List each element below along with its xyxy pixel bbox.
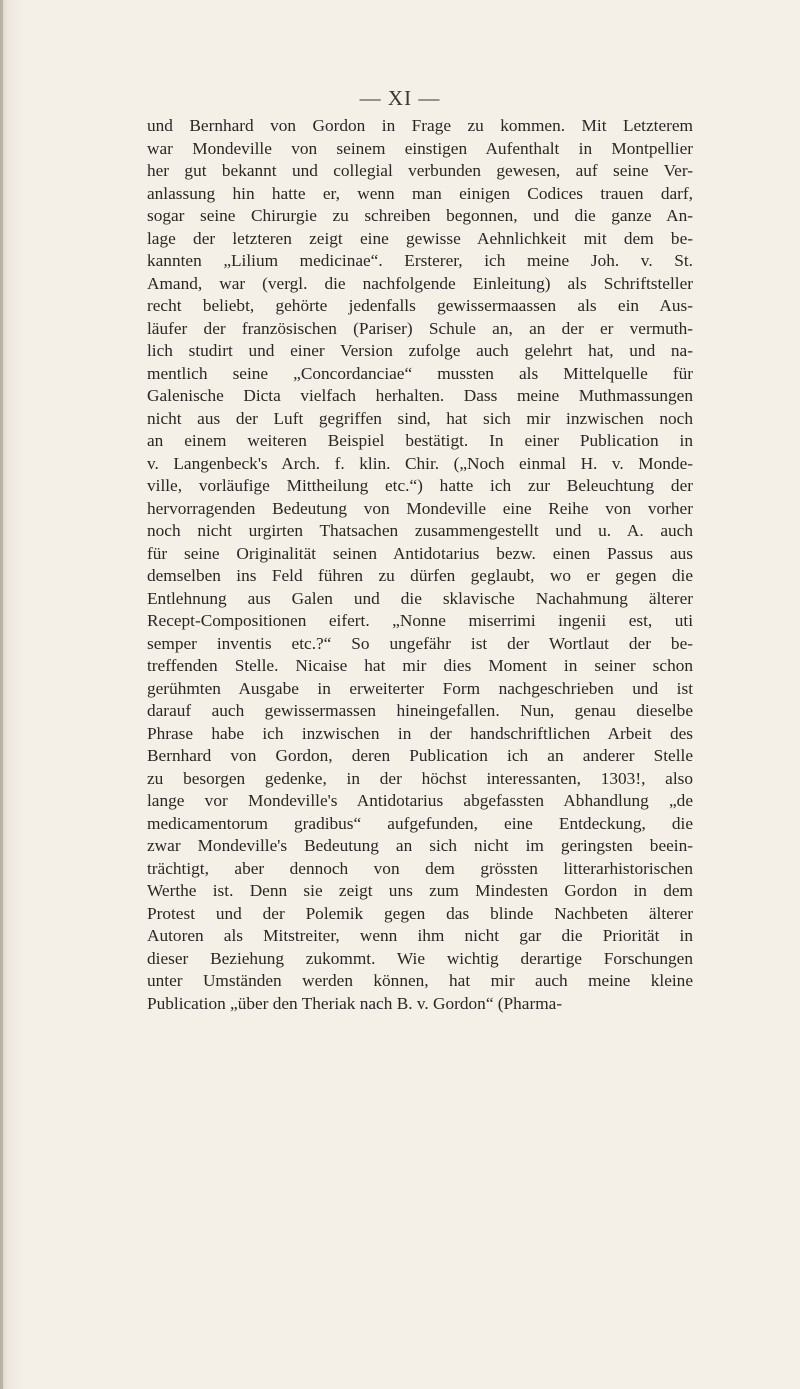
text-line: noch nicht urgirten Thatsachen zusammengestellt und u. A. auch [147,521,693,540]
text-line: Werthe ist. Denn sie zeigt uns zum Mindesten Gordon in dem [147,881,693,900]
text-line: lage der letzteren zeigt eine gewisse Aehnlichkeit mit dem be- [147,228,693,248]
text-line: nicht aus der Luft gegriffen sind, hat sich mir inzwischen noch [147,408,693,428]
text-line: lich studirt und einer Version zufolge auch gelehrt hat, und na- [147,341,693,360]
text-line: kannten „Lilium medicinae“. Ersterer, ich meine Joh. v. St. [147,251,693,270]
text-line: Autoren als Mitstreiter, wenn ihm nicht gar die Priorität in [147,926,693,945]
text-line: treffenden Stelle. Nicaise hat mir dies Moment in seiner schon [147,656,693,675]
text-line: hervorragenden Bedeutung von Mondeville eine Reihe von vorher [147,498,693,518]
text-line: und Bernhard von Gordon in Frage zu kommen. Mit Letzterem [147,116,693,135]
text-line: mentlich seine „Concordanciae“ mussten als Mittelquelle für [147,363,693,383]
text-line: dieser Beziehung zukommt. Wie wichtig derartige Forschungen [147,948,693,968]
text-line: recht beliebt, gehörte jedenfalls gewissermaassen als ein Aus- [147,296,693,315]
text-line: v. Langenbeck's Arch. f. klin. Chir. („Noch einmal H. v. Monde- [147,453,693,473]
text-line: Bernhard von Gordon, deren Publication ich an anderer Stelle [147,746,693,765]
text-line: Publication „über den Theriak nach B. v. Gordon“ (Pharma- [147,993,563,1013]
text-line: zu besorgen gedenke, in der höchst interessanten, 1303!, also [147,768,693,788]
text-line: sogar seine Chirurgie zu schreiben begonnen, und die ganze An- [147,206,693,225]
text-line: Recept-Compositionen eifert. „Nonne miserrimi ingenii est, uti [147,611,693,630]
page-binding-edge [0,0,3,1389]
text-line: trächtigt, aber dennoch von dem grössten litterarhistorischen [147,858,693,878]
text-line: her gut bekannt und collegial verbunden gewesen, auf seine Ver- [147,161,693,180]
text-line: unter Umständen werden können, hat mir auch meine kleine [147,971,693,990]
text-line: zwar Mondeville's Bedeutung an sich nicht im geringsten beein- [147,836,693,855]
text-line: anlassung hin hatte er, wenn man einigen Codices trauen darf, [147,183,693,203]
text-line: an einem weiteren Beispiel bestätigt. In einer Publication in [147,431,693,450]
text-line: gerühmten Ausgabe in erweiterter Form nachgeschrieben und ist [147,678,693,698]
text-line: war Mondeville von seinem einstigen Aufenthalt in Montpellier [147,138,693,158]
text-line: medicamentorum gradibus“ aufgefunden, eine Entdeckung, die [147,813,693,833]
text-line: ville, vorläufige Mittheilung etc.“) hatte ich zur Beleuchtung der [147,476,693,495]
text-line: läufer der französischen (Pariser) Schule an, an der er vermuth- [147,318,693,338]
text-line: Amand, war (vergl. die nachfolgende Einleitung) als Schriftsteller [147,273,693,293]
text-line: demselben ins Feld führen zu dürfen geglaubt, wo er gegen die [147,566,693,585]
page-number-header: — XI — [359,86,441,110]
text-line: Phrase habe ich inzwischen in der handschriftlichen Arbeit des [147,723,693,743]
text-line: Galenische Dicta vielfach herhalten. Dass meine Muthmassungen [147,386,693,405]
body-text [147,115,693,1015]
text-line: darauf auch gewissermassen hineingefallen. Nun, genau dieselbe [147,701,693,720]
text-line: semper inventis etc.?“ So ungefähr ist der Wortlaut der be- [147,633,693,653]
text-line: Entlehnung aus Galen und die sklavische Nachahmung älterer [147,588,693,608]
text-line: Protest und der Polemik gegen das blinde Nachbeten älterer [147,903,693,923]
text-line: lange vor Mondeville's Antidotarius abgefassten Abhandlung „de [147,791,693,810]
text-line: für seine Originalität seinen Antidotarius bezw. einen Passus aus [147,543,693,563]
